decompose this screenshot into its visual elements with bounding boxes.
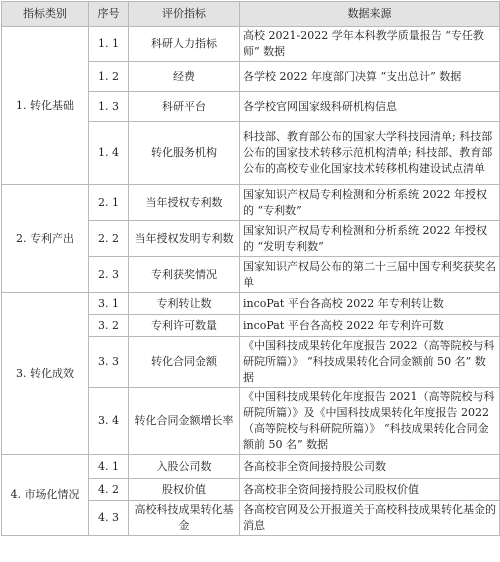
data-source: 各学校官网国家级科研机构信息 [240, 92, 500, 122]
row-number: 3. 2 [89, 315, 129, 337]
data-source: 各高校非全资间接持股公司股权价值 [240, 479, 500, 501]
indicator-name: 入股公司数 [129, 455, 240, 479]
indicator-name: 专利许可数量 [129, 315, 240, 337]
table-row [2, 293, 500, 315]
indicator-name: 当年授权发明专利数 [129, 221, 240, 257]
header-number: 序号 [89, 2, 129, 27]
header-indicator: 评价指标 [129, 2, 240, 27]
row-number: 2. 3 [89, 257, 129, 293]
indicator-name: 转化合同金额增长率 [129, 388, 240, 455]
row-number: 3. 1 [89, 293, 129, 315]
indicator-name: 高校科技成果转化基金 [129, 501, 240, 536]
table-row [2, 455, 500, 479]
row-number: 3. 3 [89, 337, 129, 388]
indicator-name: 专利获奖情况 [129, 257, 240, 293]
indicator-name: 股权价值 [129, 479, 240, 501]
data-source: incoPat 平台各高校 2022 年专利转让数 [240, 293, 500, 315]
indicator-name: 转化合同金额 [129, 337, 240, 388]
category-cell: 1. 转化基础 [2, 27, 89, 185]
row-number: 4. 1 [89, 455, 129, 479]
row-number: 1. 3 [89, 92, 129, 122]
row-number: 4. 3 [89, 501, 129, 536]
category-cell: 4. 市场化情况 [2, 455, 89, 536]
data-source: incoPat 平台各高校 2022 年专利许可数 [240, 315, 500, 337]
indicator-name: 专利转让数 [129, 293, 240, 315]
row-number: 1. 2 [89, 62, 129, 92]
category-cell: 3. 转化成效 [2, 293, 89, 455]
row-number: 1. 4 [89, 122, 129, 185]
table-row [2, 27, 500, 62]
row-number: 3. 4 [89, 388, 129, 455]
category-cell: 2. 专利产出 [2, 185, 89, 293]
data-source: 各高校官网及公开报道关于高校科技成果转化基金的消息 [240, 501, 500, 536]
data-source: 国家知识产权局专利检测和分析系统 2022 年授权的 “专利数” [240, 185, 500, 221]
indicator-name: 经费 [129, 62, 240, 92]
row-number: 2. 1 [89, 185, 129, 221]
indicator-name: 转化服务机构 [129, 122, 240, 185]
indicator-name: 当年授权专利数 [129, 185, 240, 221]
data-source: 各学校 2022 年度部门决算 “支出总计” 数据 [240, 62, 500, 92]
table-row [2, 185, 500, 221]
row-number: 1. 1 [89, 27, 129, 62]
data-source: 各高校非全资间接持股公司数 [240, 455, 500, 479]
indicator-name: 科研平台 [129, 92, 240, 122]
row-number: 4. 2 [89, 479, 129, 501]
row-number: 2. 2 [89, 221, 129, 257]
indicator-name: 科研人力指标 [129, 27, 240, 62]
data-source: 国家知识产权局专利检测和分析系统 2022 年授权的 “发明专利数” [240, 221, 500, 257]
header-source: 数据来源 [240, 2, 500, 27]
header-category: 指标类别 [2, 2, 89, 27]
data-source: 国家知识产权局公布的第二十三届中国专利奖获奖名单 [240, 257, 500, 293]
header-row [2, 2, 500, 27]
indicator-table [1, 1, 500, 536]
data-source: 科技部、教育部公布的国家大学科技园清单; 科技部公布的国家技术转移示范机构清单; 科技部、教育部公布的高校专业化国家技术转移机构建设试点清单 [240, 122, 500, 185]
data-source: 《中国科技成果转化年度报告 2021（高等院校与科研院所篇）》及《中国科技成果转化年度报告 2022（高等院校与科研院所篇）》 “科技成果转化合同金额前 50 名” 数据 [240, 388, 500, 455]
data-source: 《中国科技成果转化年度报告 2022（高等院校与科研院所篇）》 “科技成果转化合同金额前 50 名” 数据 [240, 337, 500, 388]
data-source: 高校 2021-2022 学年本科教学质量报告 “专任教师” 数据 [240, 27, 500, 62]
